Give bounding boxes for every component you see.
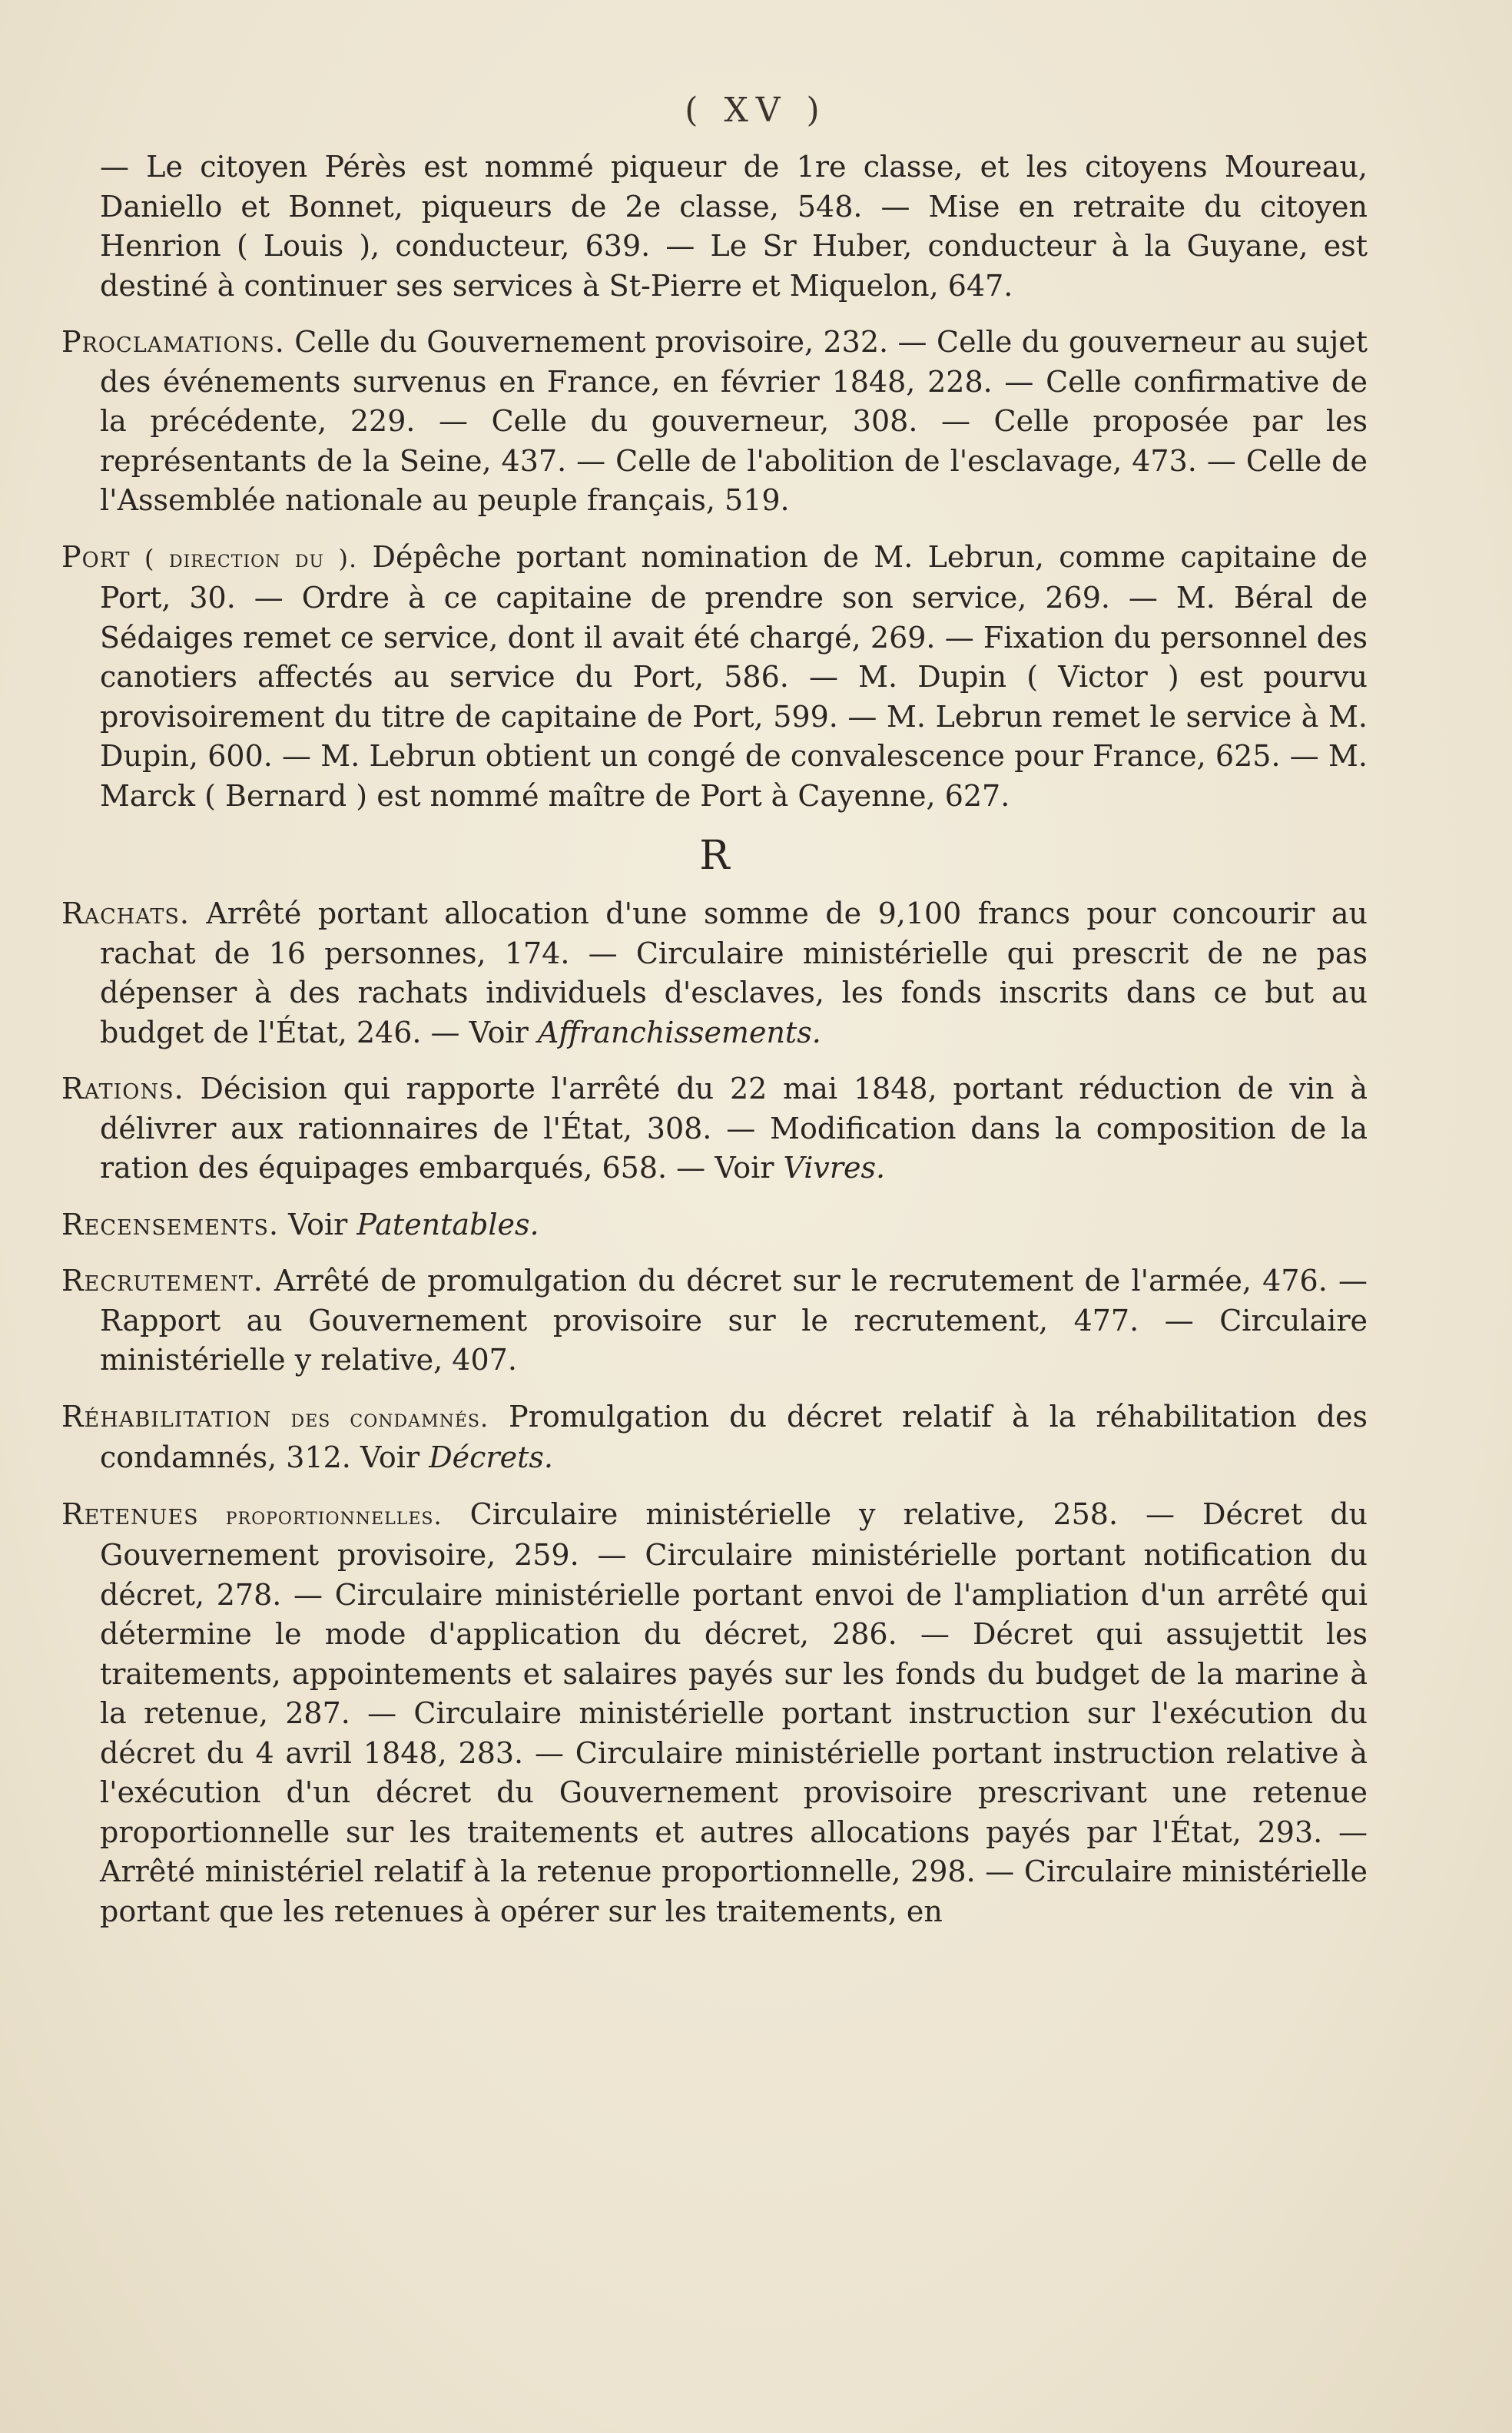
index-entry-port — [61, 538, 1368, 817]
entry-crossref: Affranchissements. — [537, 1015, 821, 1049]
entry-subheading: ( direction du ). — [130, 543, 358, 573]
entry-text: Circulaire ministérielle y relative, 258. — Décret du Gouvernement provisoire, 259. — Circulaire ministérielle portant notification du décret, 278. — Circulaire ministérielle portant envoi de l'ampliation d'un arrêté qui détermine le mode d'application du décret, 286. — Décret qui assujettit les traitements, appointements et salaires payés sur les fonds du budget de la marine à la retenue, 287. — Circulaire ministérielle portant instruction sur l'exécution du décret du 4 avril 1848, 283. — Circulaire ministérielle portant instruction relative à l'exécution d'un décret du Gouvernement provisoire prescrivant une retenue proportionnelle sur les traitements et autres allocations payés par l'État, 293. — Arrêté ministériel relatif à la retenue proportionnelle, 298. — Circulaire ministérielle portant que les retenues à opérer sur les traitements, en — [100, 1497, 1368, 1928]
entry-text: Promulgation du décret relatif à la réhabilitation des condamnés, 312. Voir — [100, 1399, 1368, 1474]
entry-heading: Rations. — [61, 1072, 184, 1105]
entry-text: Voir — [279, 1207, 357, 1241]
entry-heading: Rachats. — [61, 897, 190, 930]
index-content — [61, 148, 1368, 1948]
entry-crossref: Vivres. — [783, 1151, 886, 1185]
entry-heading: Retenues — [61, 1497, 199, 1531]
entry-text: Celle du Gouvernement provisoire, 232. — Celle du gouverneur au sujet des événements survenus en France, en février 1848, 228. — Celle confirmative de la précédente, 229. — Celle du gouverneur, 308. — Celle proposée par les représentants de la Seine, 437. — Celle de l'abolition de l'esclavage, 473. — Celle de l'Assemblée nationale au peuple français, 519. — [100, 325, 1368, 517]
entry-subheading: proportionnelles. — [198, 1500, 443, 1530]
entry-heading: Proclamations. — [61, 325, 285, 359]
entry-heading: Réhabilitation — [61, 1399, 272, 1434]
entry-text: Décision qui rapporte l'arrêté du 22 mai 1848, portant réduction de vin à délivrer aux rationnaires de l'État, 308. — Modification dans la composition de la ration des équipages embarqués, 658. — Voir — [100, 1072, 1368, 1185]
entry-text: Arrêté de promulgation du décret sur le recrutement de l'armée, 476. — Rapport au Gouvernement provisoire sur le recrutement, 477. — Circulaire ministérielle y relative, 407. — [100, 1264, 1368, 1377]
entry-heading: Recensements. — [61, 1207, 280, 1241]
entry-crossref: Décrets. — [429, 1440, 553, 1474]
index-entry-rehabilitation — [61, 1397, 1368, 1478]
entry-text: — Le citoyen Pérès est nommé piqueur de 1re classe, et les citoyens Moureau, Daniello et Bonnet, piqueurs de 2e classe, 548. — Mise en retraite du citoyen Henrion ( Louis ), conducteur, 639. — Le Sr Huber, conducteur à la Guyane, est destiné à continuer ses services à St-Pierre et Miquelon, 647. — [100, 150, 1368, 303]
index-entry-proclamations — [61, 323, 1368, 521]
index-entry-rations — [61, 1069, 1368, 1188]
entry-text: Arrêté portant allocation d'une somme de 9,100 francs pour concourir au rachat de 16 personnes, 174. — Circulaire ministérielle qui prescrit de ne pas dépenser à des rachats individuels d'esclaves, les fonds inscrits dans ce but au budget de l'État, 246. — Voir — [100, 897, 1368, 1049]
entry-subheading: des condamnés. — [271, 1403, 489, 1433]
entry-heading: Port — [61, 539, 131, 574]
page-number: ( XV ) — [685, 91, 827, 130]
index-entry-rachats — [61, 894, 1368, 1052]
index-entry-retenues — [61, 1495, 1368, 1932]
entry-text: Dépêche portant nomination de M. Lebrun, comme capitaine de Port, 30. — Ordre à ce capitaine de prendre son service, 269. — M. Béral de Sédaiges remet ce service, dont il avait été chargé, 269. — Fixation du personnel des canotiers affectés au service du Port, 586. — M. Dupin ( Victor ) est pourvu provisoirement du titre de capitaine de Port, 599. — M. Lebrun remet le service à M. Dupin, 600. — M. Lebrun obtient un congé de convalescence pour France, 625. — M. Marck ( Bernard ) est nommé maître de Port à Cayenne, 627. — [100, 539, 1368, 813]
index-entry-recrutement — [61, 1261, 1368, 1381]
index-entry-recensements — [61, 1205, 1368, 1245]
index-entry-continuation — [61, 148, 1368, 306]
entry-heading: Recrutement. — [61, 1264, 264, 1298]
entry-crossref: Patentables. — [356, 1207, 539, 1241]
section-letter: R — [699, 833, 730, 879]
